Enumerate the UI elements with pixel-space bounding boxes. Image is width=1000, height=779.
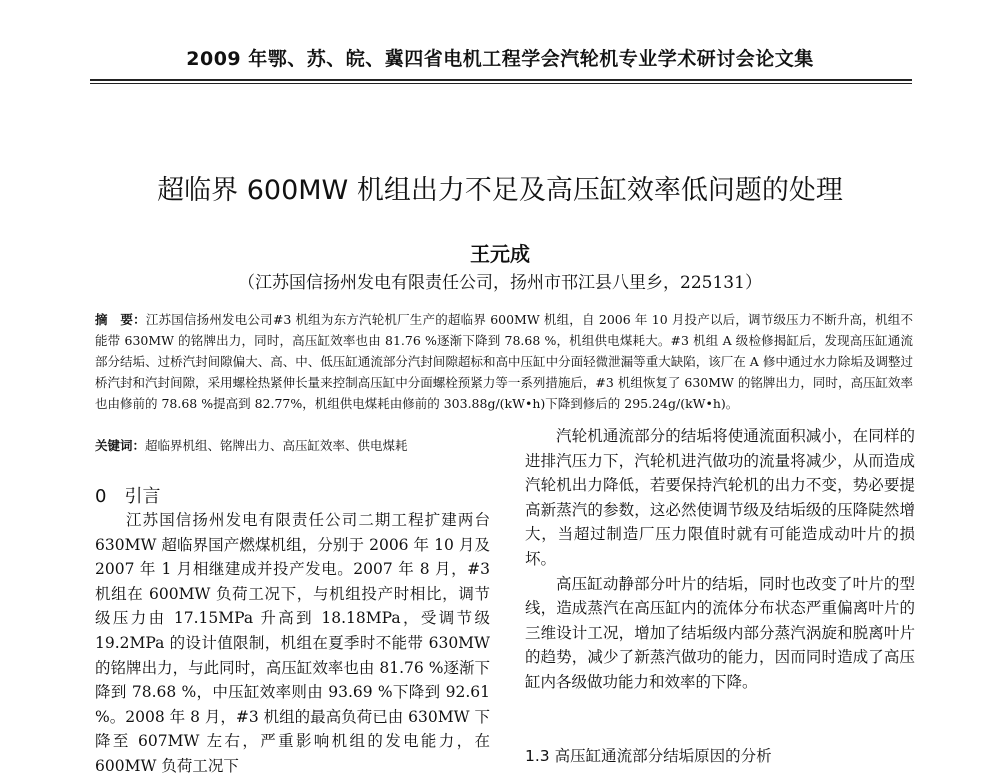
header-rule-thin: [90, 83, 912, 84]
paper-title: 超临界 600MW 机组出力不足及高压缸效率低问题的处理: [157, 175, 843, 206]
keywords-text: 超临界机组、铭牌出力、高压缸效率、供电煤耗: [145, 438, 408, 453]
section-title: 引言: [124, 486, 161, 507]
right-column: [525, 424, 915, 695]
author-name: 王元成: [470, 242, 530, 266]
fouling-paragraph-1: 汽轮机通流部分的结垢将使通流面积减小，在同样的进排汽压力下，汽轮机进汽做功的流量将减少，从而造成汽轮机出力降低，若要保持汽轮机的出力不变，势必要提高新蒸汽的参数，这必然使调节级及结垢级的压降陡然增大，当超过制造厂压力限值时就有可能造成动叶片的损坏。: [525, 427, 915, 568]
abstract: [95, 309, 913, 414]
abstract-label: 摘 要：: [95, 312, 146, 327]
keywords-label: 关键词：: [95, 438, 146, 453]
subsection-heading: 1.3 高压缸通流部分结垢原因的分析: [525, 747, 772, 765]
section-heading-introduction: [95, 482, 160, 508]
author-affiliation: （江苏国信扬州发电有限责任公司，扬州市邗江县八里乡，225131）: [238, 273, 762, 293]
header-rule: [90, 79, 912, 81]
section-number: 0: [95, 486, 107, 507]
left-column: [95, 508, 490, 779]
fouling-paragraph-2: 高压缸动静部分叶片的结垢，同时也改变了叶片的型线，造成蒸汽在高压缸内的流体分布状态严重偏离叶片的三维设计工况，增加了结垢级内部分蒸汽涡旋和脱离叶片的趋势，减少了新蒸汽做功的能力，因而同时造成了高压缸内各级做功能力和效率的下降。: [525, 574, 915, 691]
intro-paragraph: 江苏国信扬州发电有限责任公司二期工程扩建两台 630MW 超临界国产燃煤机组，分别于 2006 年 10 月及 2007 年 1 月相继建成并投产发电。2007 年 8 月，#3 机组在 600MW 负荷工况下，与机组投产时相比，调节级压力由 17.15MPa 升高到 18.18MPa，受调节级 19.2MPa 的设计值限制，机组在夏季时不能带 630MW 的铭牌出力，与此同时，高压缸效率也由 81.76 %逐渐下降到 78.68 %，中压缸效率则由 93.69 %下降到 92.61 %。2008 年 8 月，#3 机组的最高负荷已由 630MW 下降至 607MW 左右，严重影响机组的发电能力，在 600MW 负荷工况下: [95, 511, 490, 775]
running-head: 2009 年鄂、苏、皖、冀四省电机工程学会汽轮机专业学术研讨会论文集: [186, 48, 814, 70]
abstract-text: 江苏国信扬州发电公司#3 机组为东方汽轮机厂生产的超临界 600MW 机组，自 2006 年 10 月投产以后，调节级压力不断升高，机组不能带 630MW 的铭牌出力，同时，高压缸效率也由 81.76 %逐渐下降到 78.68 %，机组供电煤耗大。#3 机组 A 级检修揭缸后，发现高压缸通流部分结垢、过桥汽封间隙偏大、高、中、低压缸通流部分汽封间隙超标和高中压缸中分面轻微泄漏等重大缺陷，该厂在 A 修中通过水力除垢及调整过桥汽封和汽封间隙，采用螺栓热紧伸长量来控制高压缸中分面螺栓预紧力等一系列措施后，#3 机组恢复了 630MW 的铭牌出力，同时，高压缸效率也由修前的 78.68 %提高到 82.77%，机组供电煤耗由修前的 303.88g/(kW•h)下降到修后的 295.24g/(kW•h)。: [95, 312, 913, 411]
